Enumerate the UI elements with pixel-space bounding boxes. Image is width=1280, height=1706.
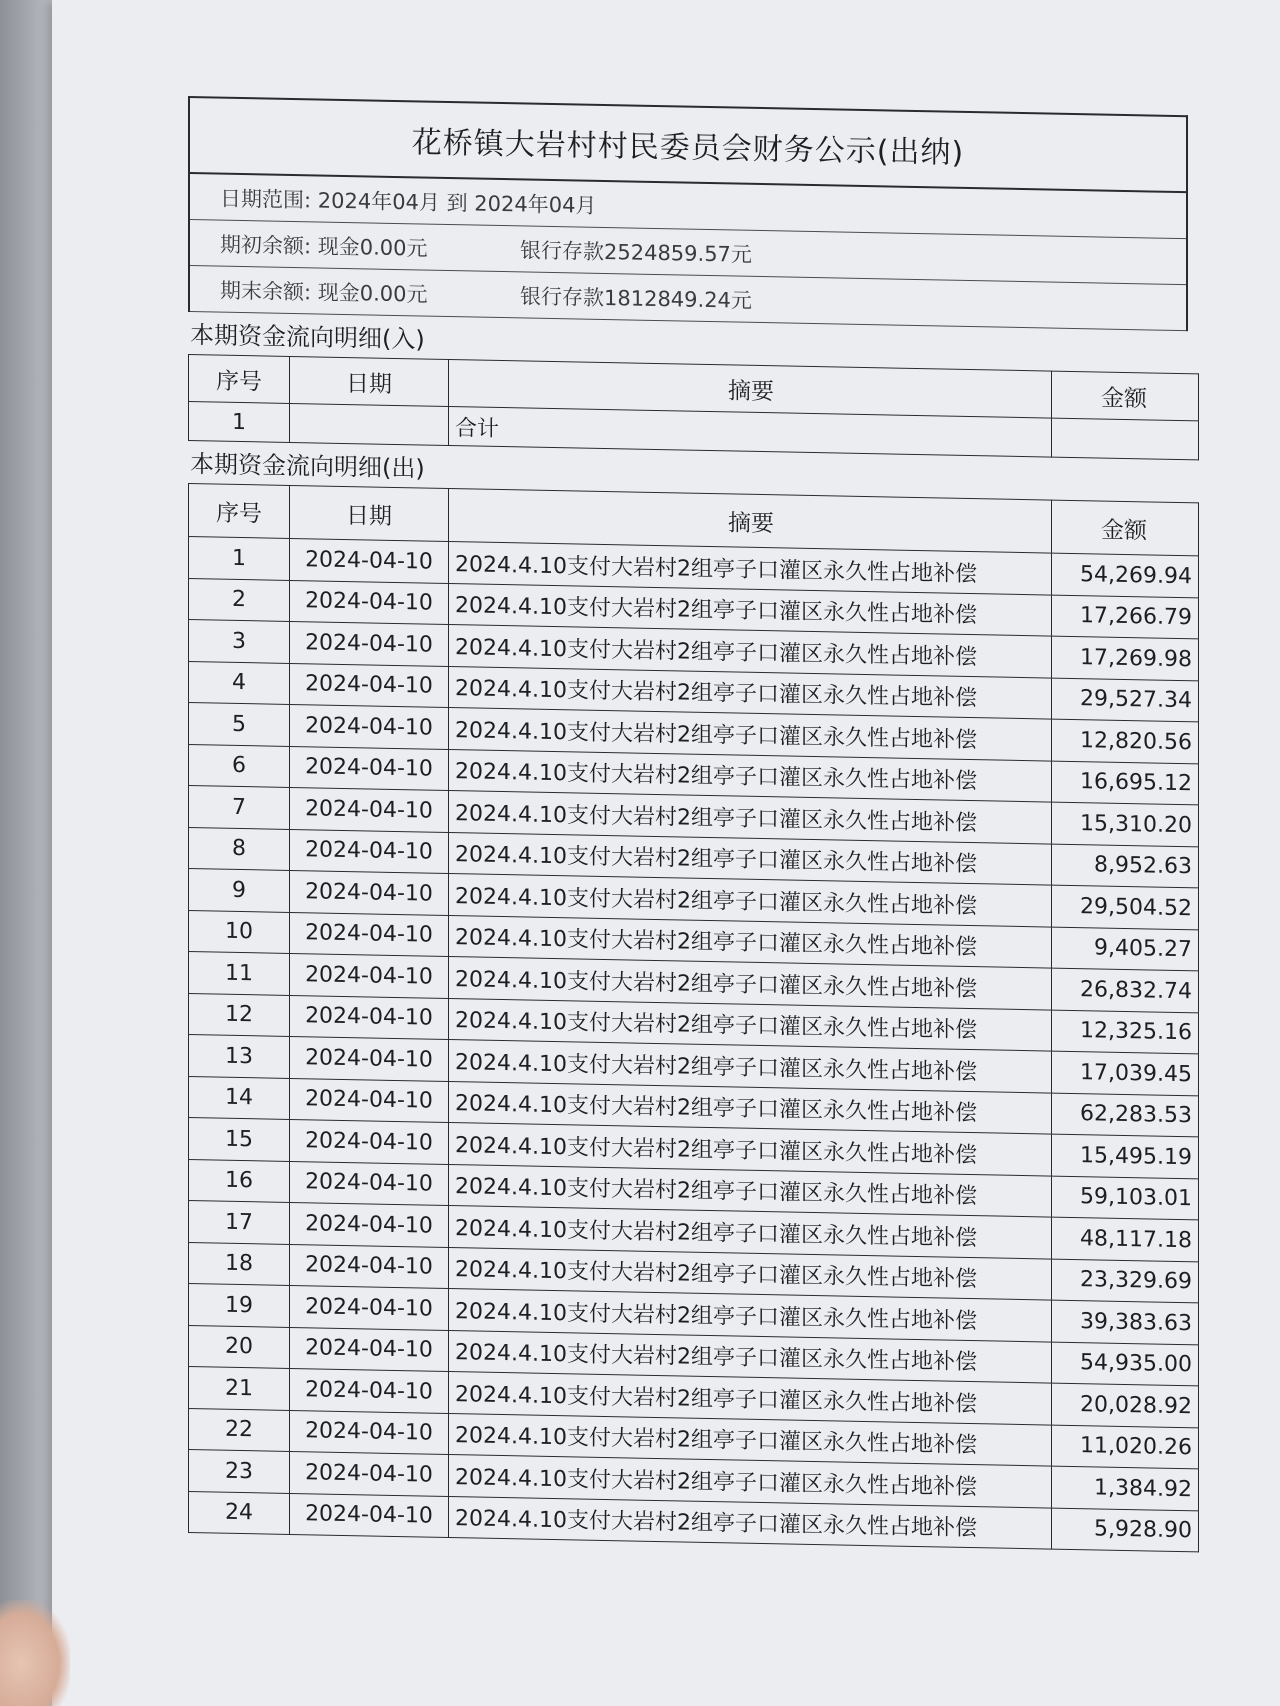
cell-desc: 2024.4.10支付大岩村2组亭子口灌区永久性占地补偿: [449, 1206, 1052, 1259]
cell-desc: 2024.4.10支付大岩村2组亭子口灌区永久性占地补偿: [449, 1330, 1052, 1383]
cell-date: 2024-04-10: [290, 1368, 449, 1413]
cell-date: 2024-04-10: [290, 870, 449, 915]
cell-amount: 17,269.98: [1052, 636, 1199, 680]
cell-desc: 2024.4.10支付大岩村2组亭子口灌区永久性占地补偿: [449, 832, 1052, 885]
cell-desc: 2024.4.10支付大岩村2组亭子口灌区永久性占地补偿: [449, 957, 1052, 1010]
header-amount: 金额: [1052, 371, 1199, 421]
date-range-text: 日期范围: 2024年04月 到 2024年04月: [220, 186, 597, 218]
cell-amount: 1,384.92: [1052, 1466, 1199, 1510]
cell-date: 2024-04-10: [290, 580, 449, 625]
header-date: 日期: [290, 356, 449, 406]
cell-date: 2024-04-10: [290, 953, 449, 998]
cell-date: 2024-04-10: [290, 829, 449, 874]
header-date: 日期: [290, 485, 449, 541]
cell-no: 12: [189, 993, 290, 1036]
cell-date: 2024-04-10: [290, 704, 449, 749]
cell-amount: 15,495.19: [1052, 1134, 1199, 1178]
cell-no: 21: [189, 1367, 290, 1410]
cell-date: 2024-04-10: [290, 1410, 449, 1455]
cell-no: 17: [189, 1201, 290, 1244]
header-amount: 金额: [1052, 500, 1199, 556]
cell-desc: 2024.4.10支付大岩村2组亭子口灌区永久性占地补偿: [449, 998, 1052, 1051]
cell-desc: 2024.4.10支付大岩村2组亭子口灌区永久性占地补偿: [449, 874, 1052, 927]
cell-date: 2024-04-10: [290, 1327, 449, 1372]
cell-amount: 5,928.90: [1052, 1508, 1199, 1552]
cell-date: 2024-04-10: [290, 1078, 449, 1123]
cell-no: 1: [189, 402, 290, 443]
cell-desc: 2024.4.10支付大岩村2组亭子口灌区永久性占地补偿: [449, 1081, 1052, 1134]
cell-desc: 2024.4.10支付大岩村2组亭子口灌区永久性占地补偿: [449, 1123, 1052, 1176]
cell-date: 2024-04-10: [290, 1493, 449, 1538]
cell-no: 23: [189, 1450, 290, 1493]
header-no: 序号: [189, 484, 290, 539]
cell-amount: 54,269.94: [1052, 553, 1199, 597]
cell-no: 3: [189, 620, 290, 663]
cell-no: 19: [189, 1284, 290, 1327]
cell-date: 2024-04-10: [290, 621, 449, 666]
cell-desc: 2024.4.10支付大岩村2组亭子口灌区永久性占地补偿: [449, 1413, 1052, 1466]
cell-date: 2024-04-10: [290, 995, 449, 1040]
opening-bank: 银行存款2524859.57元: [520, 237, 752, 267]
cell-amount: 59,103.01: [1052, 1176, 1199, 1220]
header-no: 序号: [189, 355, 290, 404]
cell-desc: 2024.4.10支付大岩村2组亭子口灌区永久性占地补偿: [449, 791, 1052, 844]
finger-shadow: [0, 1600, 70, 1706]
cell-date: 2024-04-10: [290, 912, 449, 957]
cell-no: 7: [189, 786, 290, 829]
cell-amount: 20,028.92: [1052, 1383, 1199, 1427]
cell-amount: 23,329.69: [1052, 1259, 1199, 1303]
cell-amount: 48,117.18: [1052, 1217, 1199, 1261]
cell-amount: 17,266.79: [1052, 595, 1199, 639]
header-box: [188, 96, 1188, 331]
cell-desc: 2024.4.10支付大岩村2组亭子口灌区永久性占地补偿: [449, 1455, 1052, 1508]
cell-amount: 17,039.45: [1052, 1051, 1199, 1095]
inflow-section-label: 本期资金流向明细(入): [190, 321, 425, 354]
cell-no: 15: [189, 1118, 290, 1161]
cell-no: 13: [189, 1035, 290, 1078]
cell-amount: 8,952.63: [1052, 844, 1199, 888]
cell-amount: 12,820.56: [1052, 719, 1199, 763]
cell-amount: 11,020.26: [1052, 1425, 1199, 1469]
cell-no: 1: [189, 537, 290, 580]
outflow-section-label: 本期资金流向明细(出): [190, 450, 425, 483]
cell-date: 2024-04-10: [290, 538, 449, 583]
cell-no: 2: [189, 578, 290, 621]
cell-amount: 26,832.74: [1052, 968, 1199, 1012]
opening-cash: 期初余额: 现金0.00元: [220, 232, 428, 261]
cell-date: 2024-04-10: [290, 1244, 449, 1289]
cell-no: 24: [189, 1491, 290, 1534]
cell-desc: 2024.4.10支付大岩村2组亭子口灌区永久性占地补偿: [449, 1372, 1052, 1425]
header-desc: 摘要: [449, 489, 1052, 554]
cell-no: 9: [189, 869, 290, 912]
cell-date: 2024-04-10: [290, 1036, 449, 1081]
cell-date: 2024-04-10: [290, 746, 449, 791]
cell-date: 2024-04-10: [290, 1161, 449, 1206]
cell-desc: 合计: [449, 407, 1052, 458]
finance-notice: [188, 96, 1192, 1552]
cell-amount: 39,383.63: [1052, 1300, 1199, 1344]
cell-amount: 62,283.53: [1052, 1093, 1199, 1137]
cell-date: 2024-04-10: [290, 787, 449, 832]
closing-bank: 银行存款1812849.24元: [520, 283, 752, 313]
cell-amount: 16,695.12: [1052, 761, 1199, 805]
document-title: 花桥镇大岩村村民委员会财务公示(出纳): [190, 98, 1186, 193]
cell-desc: 2024.4.10支付大岩村2组亭子口灌区永久性占地补偿: [449, 915, 1052, 968]
cell-amount: [1052, 418, 1199, 460]
cell-no: 16: [189, 1159, 290, 1202]
closing-cash: 期末余额: 现金0.00元: [220, 278, 428, 307]
cell-amount: 29,527.34: [1052, 678, 1199, 722]
cell-amount: 15,310.20: [1052, 802, 1199, 846]
cell-no: 4: [189, 661, 290, 704]
cell-date: 2024-04-10: [290, 663, 449, 708]
cell-no: 22: [189, 1408, 290, 1451]
outflow-table: [188, 483, 1199, 1552]
header-desc: 摘要: [449, 360, 1052, 419]
cell-no: 6: [189, 744, 290, 787]
cell-desc: 2024.4.10支付大岩村2组亭子口灌区永久性占地补偿: [449, 1289, 1052, 1342]
cell-date: 2024-04-10: [290, 1202, 449, 1247]
cell-desc: 2024.4.10支付大岩村2组亭子口灌区永久性占地补偿: [449, 1247, 1052, 1300]
cell-date: 2024-04-10: [290, 1451, 449, 1496]
cell-amount: 9,405.27: [1052, 927, 1199, 971]
cell-desc: 2024.4.10支付大岩村2组亭子口灌区永久性占地补偿: [449, 1164, 1052, 1217]
cell-no: 14: [189, 1076, 290, 1119]
cell-date: [290, 403, 449, 445]
cell-amount: 29,504.52: [1052, 885, 1199, 929]
cell-no: 18: [189, 1242, 290, 1285]
cell-desc: 2024.4.10支付大岩村2组亭子口灌区永久性占地补偿: [449, 625, 1052, 678]
cell-no: 10: [189, 910, 290, 953]
cell-amount: 12,325.16: [1052, 1010, 1199, 1054]
cell-desc: 2024.4.10支付大岩村2组亭子口灌区永久性占地补偿: [449, 708, 1052, 761]
cell-date: 2024-04-10: [290, 1119, 449, 1164]
cell-desc: 2024.4.10支付大岩村2组亭子口灌区永久性占地补偿: [449, 583, 1052, 636]
cell-no: 5: [189, 703, 290, 746]
cell-no: 11: [189, 952, 290, 995]
cell-desc: 2024.4.10支付大岩村2组亭子口灌区永久性占地补偿: [449, 1496, 1052, 1549]
cell-amount: 54,935.00: [1052, 1342, 1199, 1386]
cell-desc: 2024.4.10支付大岩村2组亭子口灌区永久性占地补偿: [449, 542, 1052, 595]
cell-no: 20: [189, 1325, 290, 1368]
paper-stack-edge: [0, 0, 56, 1706]
cell-date: 2024-04-10: [290, 1285, 449, 1330]
cell-desc: 2024.4.10支付大岩村2组亭子口灌区永久性占地补偿: [449, 666, 1052, 719]
cell-desc: 2024.4.10支付大岩村2组亭子口灌区永久性占地补偿: [449, 1040, 1052, 1093]
cell-desc: 2024.4.10支付大岩村2组亭子口灌区永久性占地补偿: [449, 749, 1052, 802]
cell-no: 8: [189, 827, 290, 870]
